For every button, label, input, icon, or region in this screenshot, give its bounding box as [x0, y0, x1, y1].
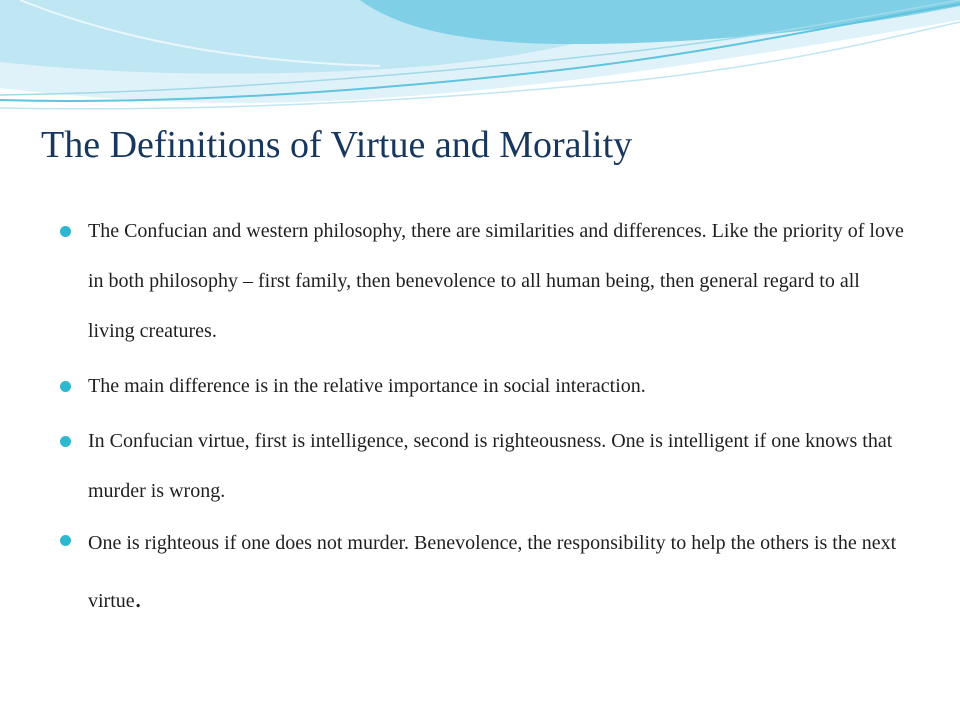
bullet-text-body: One is righteous if one does not murder. Benevolence, the responsibility to help the others is the next virtue [88, 532, 897, 612]
bullet-text: In Confucian virtue, first is intelligence, second is righteousness. One is intelligent if one knows that murder is wrong. [88, 430, 893, 502]
bullet-item [60, 416, 910, 516]
bullet-item [60, 206, 910, 356]
bullet-text-period: . [134, 583, 142, 614]
slide-title: The Definitions of Virtue and Morality [41, 124, 633, 166]
bullet-text: The Confucian and western philosophy, there are similarities and differences. Like the priority of love in both philosophy – first family, then benevolence to all human being, then general regard to all living creatures. [88, 220, 904, 342]
bullet-dot-icon [60, 436, 71, 447]
bullet-text [88, 515, 910, 629]
bullet-item [60, 515, 910, 629]
bullet-text: The main difference is in the relative importance in social interaction. [88, 375, 646, 397]
bullet-dot-icon [60, 535, 71, 546]
bullet-item [60, 361, 910, 411]
header-wave-decoration [0, 0, 960, 130]
bullet-dot-icon [60, 226, 71, 237]
bullet-dot-icon [60, 381, 71, 392]
